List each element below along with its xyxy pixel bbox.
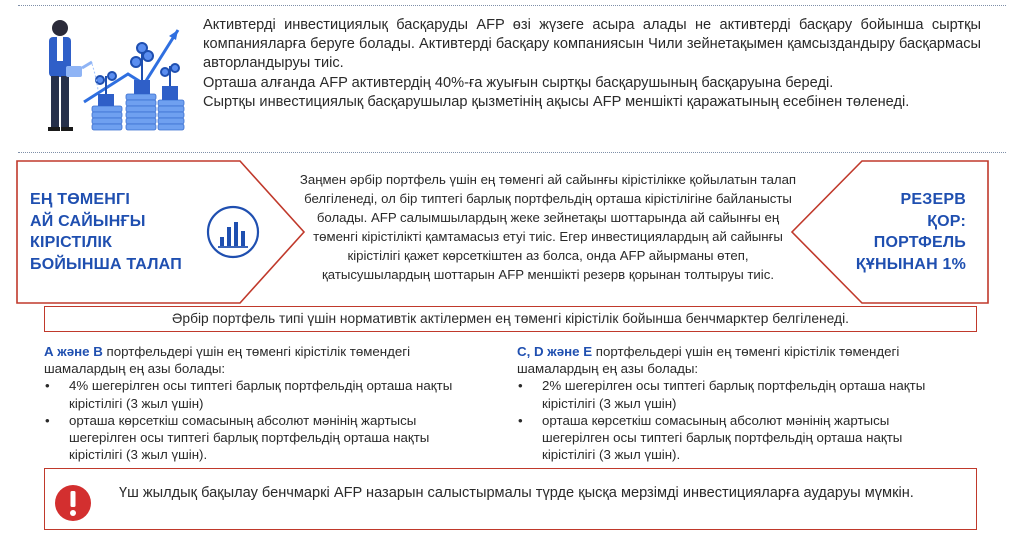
min-return-title (30, 189, 210, 275)
intro-paragraph: Сыртқы инвестициялық басқарушылар қызметінің ақысы AFP меншікті қаражатының есебінен төленеді. (203, 93, 910, 110)
intro-paragraph: Активтерді инвестициялық басқаруды AFP өзі жүзеге асыра алады не активтерді басқару бойынша сыртқы компанияларға беруге болады. Активтерді басқару компаниясын Чили зейнетақымен қамсыздандыру басқармасы авторландыруы тиіс. (203, 17, 981, 72)
title-line: РЕЗЕРВ (900, 191, 966, 208)
column-cde (517, 343, 957, 463)
intro-paragraph: Орташа алғанда AFP активтердің 40%-ға жуығын сыртқы басқарушының басқаруына береді. (203, 74, 834, 91)
bar-chart-icon (206, 205, 260, 259)
column-ab (44, 343, 484, 463)
divider-top (18, 5, 1006, 6)
min-return-description: Заңмен әрбір портфель үшін ең төменгі ай сайынғы кірістілікке қойылатын талап белгіленеді, ол бір типтегі барлық портфельдің орташа кірістілігіне байланысты болады. AFP салымшылардың жеке зейнетақы шоттарында ай сайынғы ең төменгі кірістілікті қамтамасыз етуі тиіс. Егер инвестициялардың ай сайынғы кірістілігі қажет көрсеткіштен аз болса, онда AFP айырманы өтеп, қатысушылардың шоттарын AFP меншікті резерв қорынан толтыруы тиіс. (299, 172, 797, 282)
list-item: • 4% шегерілген осы типтегі барлық портфельдің орташа нақты кірістілігі (3 жыл үшін) (69, 377, 484, 411)
column-heading (44, 343, 484, 377)
criteria-list (517, 377, 957, 463)
criteria-list (44, 377, 484, 463)
intro-text (203, 16, 981, 112)
benchmark-box: Әрбір портфель типі үшін нормативтік актілермен ең төменгі кірістілік бойынша бенчмарктер белгіленеді. (44, 306, 977, 332)
exclamation-icon (54, 484, 92, 522)
list-item: • 2% шегерілген осы типтегі барлық портфельдің орташа нақты кірістілігі (3 жыл үшін) (542, 377, 957, 411)
column-intro: портфельдері үшін ең төменгі кірістілік төмендегі шамалардың ең азы болады: (44, 344, 411, 377)
title-line: АЙ САЙЫНҒЫ (30, 212, 146, 230)
warning-text: Үш жылдық бақылау бенчмаркі AFP назарын салыстырмалы түрде қысқа мерзімді инвестицияларға аударуы мүмкін. (119, 485, 914, 501)
reserve-title (840, 189, 966, 275)
title-line: ҚҰНЫНАН 1% (855, 255, 966, 273)
list-item: • орташа көрсеткіш сомасының абсолют мәнінің жартысы шегерілген осы типтегі барлық портфельдің орташа нақты кірістілігі (3 жыл үшін). (542, 412, 957, 464)
title-line: БОЙЫНША ТАЛАП (30, 255, 182, 273)
investment-illustration (36, 10, 186, 138)
title-line: КІРІСТІЛІК (30, 234, 113, 251)
portfolio-types: С, D және E (517, 344, 593, 359)
list-item: • орташа көрсеткіш сомасының абсолют мәнінің жартысы шегерілген осы типтегі барлық портфельдің орташа нақты кірістілігі (3 жыл үшін). (69, 412, 484, 464)
column-heading (517, 343, 957, 377)
title-line: ҚОР: (927, 212, 966, 230)
column-intro: портфельдері үшін ең төменгі кірістілік төмендегі шамалардың ең азы болады: (517, 344, 900, 377)
title-line: ЕҢ ТӨМЕНГІ (30, 191, 130, 208)
divider-middle (18, 152, 1006, 153)
portfolio-types: А және В (44, 344, 103, 359)
title-line: ПОРТФЕЛЬ (873, 234, 966, 251)
